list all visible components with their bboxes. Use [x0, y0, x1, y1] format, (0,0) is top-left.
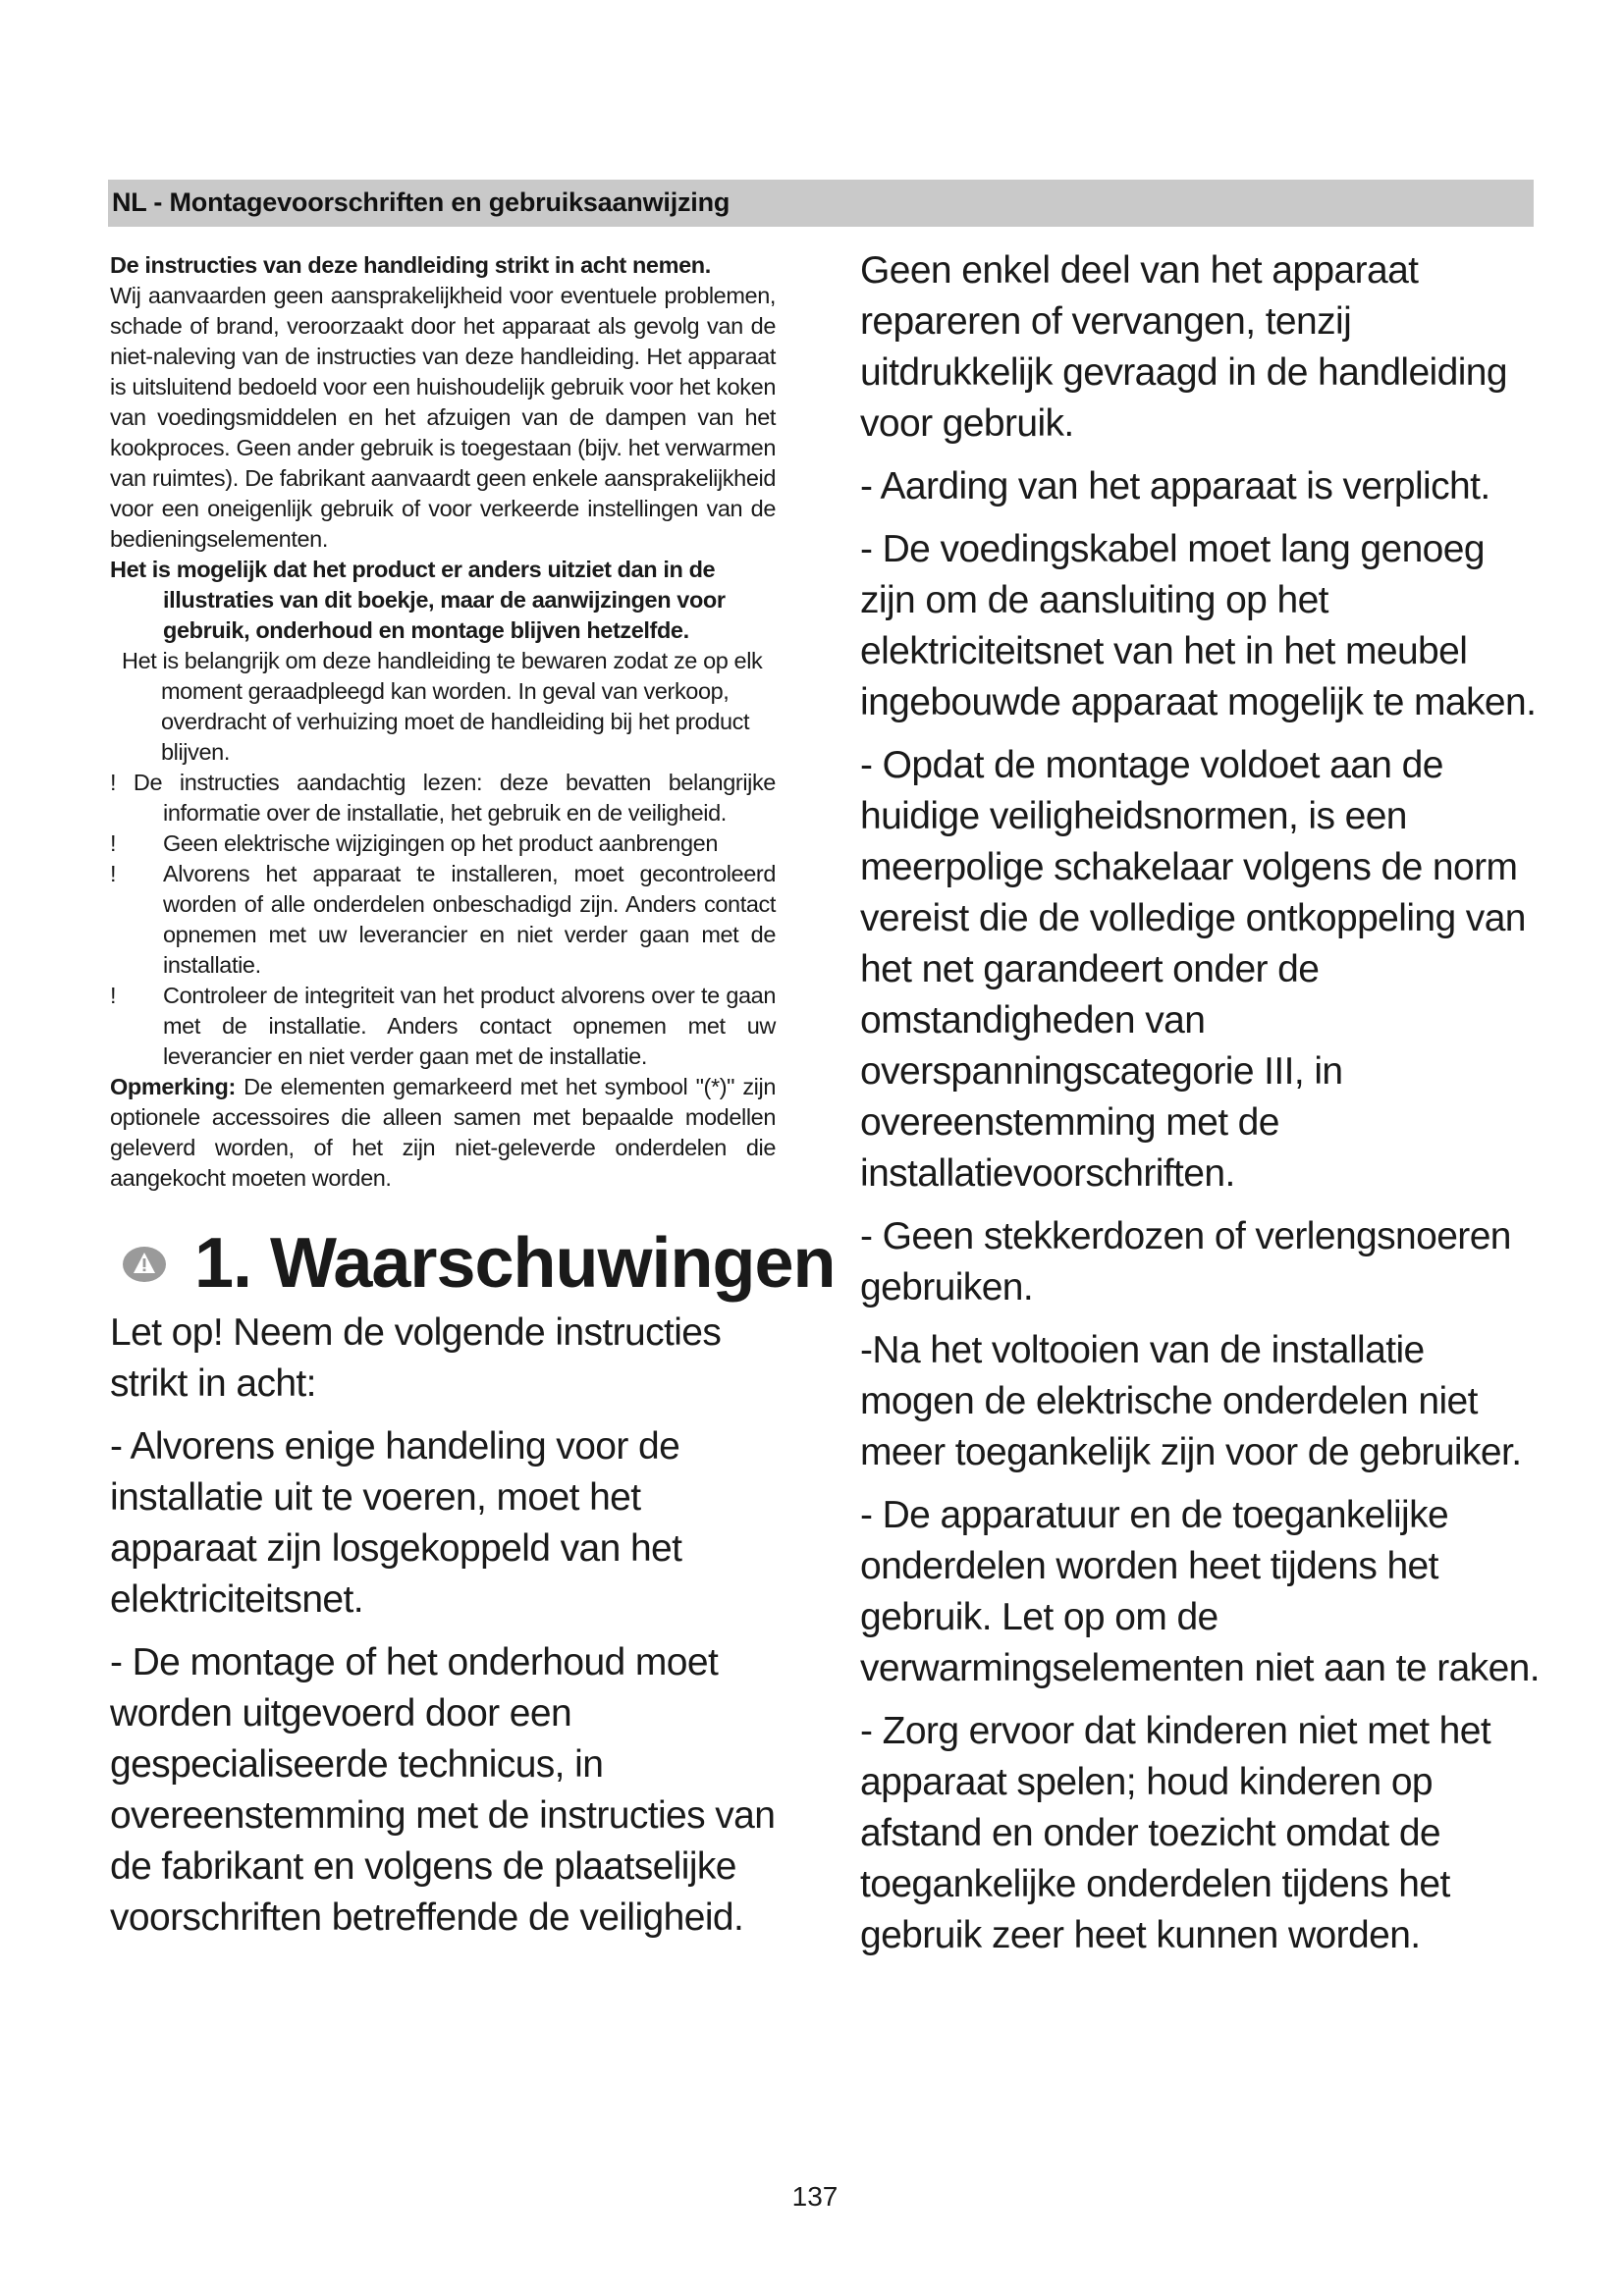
caution-item — [110, 981, 776, 1072]
warning-paragraph: Let op! Neem de volgende instructies strikt in acht: — [110, 1311, 722, 1405]
caution-mark: ! — [110, 983, 117, 1008]
caution-mark: ! — [110, 830, 117, 856]
warning-paragraph: Geen enkel deel van het apparaat repareren of vervangen, tenzij uitdrukkelijk gevraagd in de handleiding voor gebruik. — [860, 249, 1507, 445]
product-note: Het is mogelijk dat het product er anders uitziet dan in de illustraties van dit boekje, maar de aanwijzingen voor gebruik, onderhoud en montage blijven hetzelfde. — [110, 557, 726, 643]
caution-text: De instructies aandachtig lezen: deze bevatten belangrijke informatie over de installatie, het gebruik en de veiligheid. — [133, 770, 776, 826]
caution-text: Controleer de integriteit van het product alvorens over te gaan met de installatie. Anders contact opnemen met uw leverancier en niet verder gaan met de installatie. — [163, 983, 776, 1069]
intro-body: Wij aanvaarden geen aansprakelijkheid voor eventuele problemen, schade of brand, veroorzaakt door het apparaat als gevolg van de niet-naleving van de instructies van deze handleiding. Het apparaat is uitsluitend bedoeld voor een huishoudelijk gebruik voor het koken van voedingsmiddelen en het afzuigen van de dampen van het kookproces. Geen ander gebruik is toegestaan (bijv. het verwarmen van ruimtes). De fabrikant aanvaardt geen enkele aansprakelijkheid voor een oneigenlijk gebruik of voor verkeerde instellingen van de bedieningselementen. — [110, 283, 776, 552]
caution-text: Alvorens het apparaat te installeren, moet gecontroleerd worden of alle onderdelen onbeschadigd zijn. Anders contact opnemen met uw leverancier en niet verder gaan met de installatie. — [163, 861, 776, 978]
caution-mark: ! — [110, 770, 117, 795]
remark-label: Opmerking: — [110, 1074, 236, 1099]
intro-block — [110, 250, 776, 1194]
section-title — [110, 1219, 836, 1308]
keep-manual-note: Het is belangrijk om deze handleiding te bewaren zodat ze op elk moment geraadpleegd kan worden. In geval van verkoop, overdracht of verhuizing moet de handleiding bij het product blijven. — [122, 648, 763, 765]
warning-paragraph: - De voedingskabel moet lang genoeg zijn om de aansluiting op het elektriciteitsnet van het in het meubel ingebouwde apparaat mogelijk te maken. — [860, 528, 1537, 723]
warning-paragraph: - Aarding van het apparaat is verplicht. — [860, 465, 1490, 507]
warning-paragraph: - De montage of het onderhoud moet worden uitgevoerd door een gespecialiseerde technicus, in overeenstemming met de instructies van de fabrikant en volgens de plaatselijke voorschriften betreffende de veiligheid. — [110, 1641, 776, 1939]
warning-paragraph: -Na het voltooien van de installatie mogen de elektrische onderdelen niet meer toegankelijk zijn voor de gebruiker. — [860, 1329, 1522, 1473]
warning-paragraph: - Zorg ervoor dat kinderen niet met het apparaat spelen; houd kinderen op afstand en onder toezicht omdat de toegankelijke onderdelen tijdens het gebruik zeer heet kunnen worden. — [860, 1710, 1491, 1956]
caution-item — [110, 828, 776, 859]
warning-paragraph: - De apparatuur en de toegankelijke onderdelen worden heet tijdens het gebruik. Let op om de verwarmingselementen niet aan te raken. — [860, 1494, 1540, 1689]
left-column — [110, 250, 836, 1955]
caution-item — [110, 768, 776, 828]
intro-heading: De instructies van deze handleiding strikt in acht nemen. — [110, 252, 711, 278]
caution-item — [110, 859, 776, 981]
remark — [110, 1072, 776, 1194]
header-title: NL - Montagevoorschriften en gebruiksaanwijzing — [112, 187, 731, 217]
warning-paragraph: - Opdat de montage voldoet aan de huidige veiligheidsnormen, is een meerpolige schakelaar volgens de norm vereist die de volledige ontkoppeling van het net garandeert onder de omstandigheden van overspanningscategorie III, in overeenstemming met de installatievoorschriften. — [860, 744, 1526, 1195]
remark-text: De elementen gemarkeerd met het symbool "(*)" zijn optionele accessoires die alleen samen met bepaalde modellen geleverd worden, of het zijn niet-geleverde onderdelen die aangekocht moeten worden. — [110, 1074, 776, 1191]
section-heading: 1. Waarschuwingen — [194, 1224, 836, 1303]
section-header-bar — [108, 180, 1534, 227]
left-warnings — [110, 1308, 776, 1944]
warning-icon — [122, 1245, 167, 1284]
right-column — [860, 245, 1547, 1973]
warning-paragraph: - Alvorens enige handeling voor de installatie uit te voeren, moet het apparaat zijn losgekoppeld van het elektriciteitsnet. — [110, 1425, 682, 1621]
caution-mark: ! — [110, 861, 117, 886]
caution-text: Geen elektrische wijzigingen op het product aanbrengen — [163, 830, 718, 856]
warning-paragraph: - Geen stekkerdozen of verlengsnoeren gebruiken. — [860, 1215, 1511, 1308]
page-number: 137 — [791, 2181, 839, 2212]
